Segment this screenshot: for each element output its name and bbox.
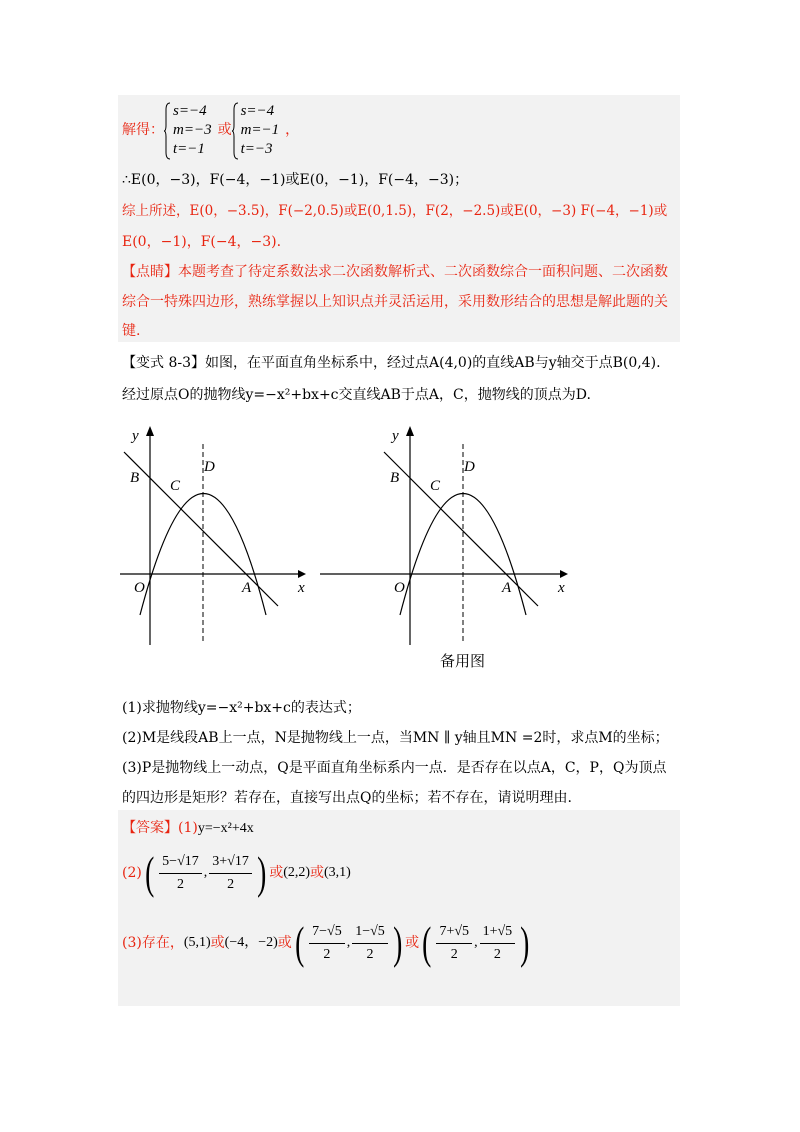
fraction-denominator: 2: [323, 946, 331, 962]
right-paren-icon: ): [256, 847, 267, 898]
label-b: B: [130, 470, 140, 486]
label-b: B: [390, 470, 400, 486]
question-1: (1)求抛物线y=−x²+bx+c的表达式；: [122, 700, 361, 716]
fraction-numerator: 5−√17: [159, 852, 202, 874]
answer-1: [122, 818, 254, 839]
comment-line-3: 键.: [122, 323, 141, 339]
answer-3-num: (3): [122, 935, 142, 951]
answer-3-point-2: (−4，−2): [224, 935, 278, 950]
label-o: O: [394, 580, 405, 596]
backup-caption: 备用图: [440, 652, 486, 670]
answer-2-fraction-2: [209, 852, 252, 895]
answer-3-or-1: 或: [210, 935, 225, 951]
figure-backup: [320, 420, 580, 650]
comment-text-1: 本题考查了待定系数法求二次函数解析式、二次函数综合一面积问题、二次函数: [178, 264, 668, 280]
fraction-numerator: 7−√5: [309, 922, 345, 944]
system1-eq3: t=−1: [173, 140, 205, 157]
label-a: A: [242, 580, 252, 596]
left-brace-icon: [232, 102, 239, 160]
fraction-numerator: 1−√5: [352, 922, 388, 944]
answer-1-num: (1): [178, 820, 198, 836]
fraction-denominator: 2: [227, 876, 235, 892]
answer-2: (2) ( $\frac{5-√17}{2}$ , $\frac{3+√17}{2}$ ) 或 (2,2) 或 (3,1): [122, 847, 351, 898]
summary-line-2: E(0，−1)，F(−4，−3).: [122, 234, 282, 250]
comment-label: 【点睛】: [122, 264, 178, 280]
label-c: C: [430, 478, 441, 494]
label-a: A: [502, 580, 512, 596]
answer-3-prefix: 存在，: [141, 935, 184, 951]
answer-3-or-2: 或: [277, 935, 292, 951]
y-axis-arrow-icon: [146, 426, 154, 436]
answer-2-num: (2): [122, 865, 142, 881]
equation-system-2: [232, 102, 286, 159]
label-c: C: [170, 478, 181, 494]
solve-line: [122, 100, 299, 160]
fraction-denominator: 2: [493, 946, 501, 962]
fraction-numerator: 7+√5: [436, 922, 472, 944]
answer-background: [118, 810, 680, 1006]
answer-2-fraction-1: [159, 852, 202, 895]
fraction-numerator: 1+√5: [480, 922, 516, 944]
question-3-line-2: 的四边形是矩形？若存在，直接写出点Q的坐标；若不存在，请说明理由.: [122, 790, 572, 806]
solve-prefix: 解得：: [122, 122, 164, 138]
left-paren-icon: (: [294, 917, 305, 968]
answer-3-point-1: (5,1): [183, 935, 211, 950]
answer-2-or-2: 或: [310, 865, 325, 881]
answer-3: (3) 存在， (5,1) 或 (−4，−2) 或 ( $\frac{7-√5}{2}$ , $\frac{1-√5}{2}$ ) 或 ( $\frac{7+√5}{2}$ , $\frac{1+√5}{2}$ ): [122, 917, 530, 968]
answer-2-point-3: (3,1): [324, 865, 351, 880]
left-paren-icon: (: [144, 847, 155, 898]
line-ab: [124, 452, 278, 606]
problem-line-1: [122, 353, 661, 373]
solve-suffix: ，: [285, 122, 300, 138]
label-y: y: [392, 428, 399, 444]
fraction-denominator: 2: [450, 946, 458, 962]
line-ab: [384, 452, 538, 606]
label-x: x: [298, 580, 305, 596]
question-2: (2)M是线段AB上一点，N是抛物线上一点，当MN ∥ y轴且MN =2时，求点M的坐标；: [122, 730, 669, 746]
label-o: O: [134, 580, 145, 596]
label-d: D: [204, 459, 215, 475]
answer-3-fraction-4: [480, 922, 516, 965]
answer-3-or-3: 或: [405, 935, 420, 951]
x-axis-arrow-icon: [298, 570, 306, 578]
left-paren-icon: (: [422, 917, 432, 968]
comment-line-1: [122, 262, 668, 282]
system2-eq1: s=−4: [240, 102, 275, 119]
label-x: x: [558, 580, 565, 596]
summary-line-1: 综上所述，E(0，−3.5)，F(−2,0.5)或E(0,1.5)，F(2，−2.5)或E(0，−3) F(−4，−1)或: [122, 203, 668, 219]
right-paren-icon: ): [520, 917, 530, 968]
fraction-denominator: 2: [176, 876, 184, 892]
fraction-numerator: 3+√17: [209, 852, 252, 874]
label-y: y: [132, 428, 139, 444]
therefore-line: ∴E(0，−3)，F(−4，−1)或E(0，−1)，F(−4，−3)；: [122, 172, 469, 188]
answer-3-fraction-3: [436, 922, 472, 965]
right-paren-icon: ): [392, 917, 403, 968]
equation-system-1: [164, 102, 218, 159]
system2-eq3: t=−3: [240, 140, 273, 157]
comment-line-2: 综合一特殊四边形，熟练掌握以上知识点并灵活运用，采用数形结合的思想是解此题的关: [122, 294, 668, 310]
answer-1-expr: y=−x²+4x: [197, 821, 254, 836]
or-text: 或: [217, 122, 232, 138]
answer-3-fraction-1: [309, 922, 345, 965]
system1-eq2: m=−3: [173, 121, 212, 138]
problem-label: 【变式 8-3】: [122, 355, 205, 371]
x-axis-arrow-icon: [560, 570, 568, 578]
left-brace-icon: [164, 102, 171, 160]
figure-main: [110, 420, 310, 650]
answer-label: 【答案】: [122, 820, 178, 836]
answer-3-fraction-2: [352, 922, 388, 965]
y-axis-arrow-icon: [406, 426, 414, 436]
problem-text-1: 如图，在平面直角坐标系中，经过点A(4,0)的直线AB与y轴交于点B(0,4).: [205, 355, 661, 371]
fraction-denominator: 2: [366, 946, 374, 962]
problem-line-2: 经过原点O的抛物线y=−x²+bx+c交直线AB于点A，C，抛物线的顶点为D.: [122, 387, 591, 403]
answer-2-point-2: (2,2): [283, 865, 311, 880]
question-3-line-1: (3)P是抛物线上一动点，Q是平面直角坐标系内一点．是否存在以点A，C，P，Q为顶点: [122, 760, 667, 776]
system2-eq2: m=−1: [240, 121, 280, 138]
answer-2-or-1: 或: [269, 865, 284, 881]
label-d: D: [464, 459, 475, 475]
system1-eq1: s=−4: [173, 102, 207, 119]
